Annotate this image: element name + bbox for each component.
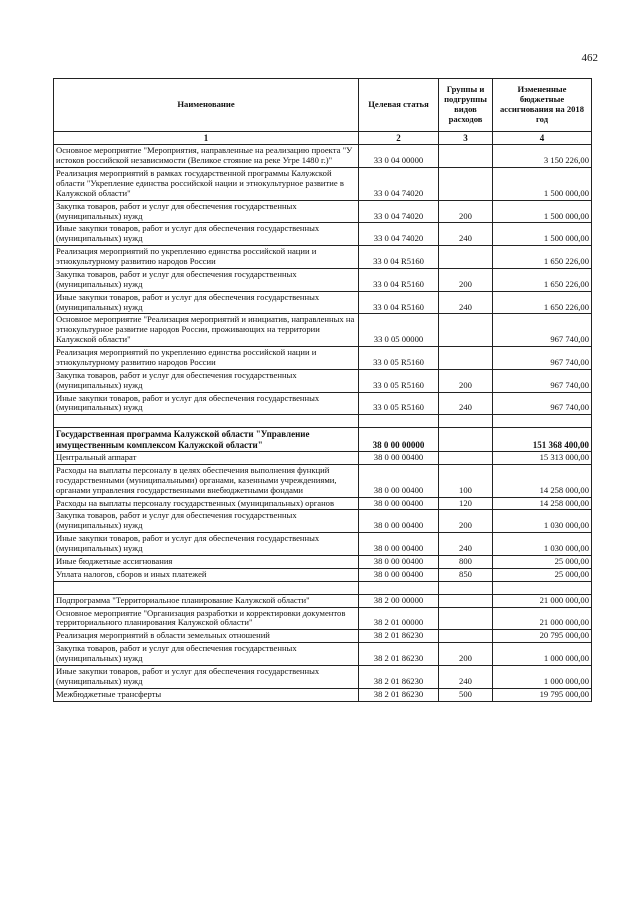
spacer-cell [359, 415, 439, 428]
sum-cell: 25 000,00 [493, 555, 592, 568]
header-sum: Измененные бюджетные ассигнования на 2018 год [493, 79, 592, 132]
type-cell [439, 452, 493, 465]
table-row [54, 168, 592, 201]
type-cell: 200 [439, 200, 493, 223]
table-row [54, 452, 592, 465]
code-cell: 33 0 04 R5160 [359, 268, 439, 291]
type-cell [439, 145, 493, 168]
table-row [54, 246, 592, 269]
sum-cell: 1 650 226,00 [493, 291, 592, 314]
code-cell: 38 2 01 86230 [359, 643, 439, 666]
code-cell: 33 0 04 R5160 [359, 246, 439, 269]
sum-cell: 1 500 000,00 [493, 223, 592, 246]
code-cell: 38 2 00 00000 [359, 594, 439, 607]
name-cell: Иные закупки товаров, работ и услуг для обеспечения государственных (муниципальных) нужд [54, 533, 359, 556]
type-cell: 200 [439, 510, 493, 533]
type-cell [439, 168, 493, 201]
table-row [54, 369, 592, 392]
sum-cell: 1 500 000,00 [493, 200, 592, 223]
name-cell: Иные бюджетные ассигнования [54, 555, 359, 568]
type-cell: 200 [439, 643, 493, 666]
header-name: Наименование [54, 79, 359, 132]
table-row [54, 594, 592, 607]
spacer-cell [439, 581, 493, 594]
type-cell [439, 314, 493, 347]
code-cell: 33 0 04 74020 [359, 223, 439, 246]
table-row [54, 555, 592, 568]
table-row [54, 145, 592, 168]
type-cell: 240 [439, 223, 493, 246]
code-cell: 38 0 00 00400 [359, 510, 439, 533]
spacer-cell [493, 415, 592, 428]
sum-cell: 15 313 000,00 [493, 452, 592, 465]
sum-cell: 14 258 000,00 [493, 497, 592, 510]
code-cell: 38 0 00 00400 [359, 568, 439, 581]
table-row [54, 643, 592, 666]
sum-cell: 19 795 000,00 [493, 688, 592, 701]
spacer-cell [359, 581, 439, 594]
code-cell: 38 0 00 00400 [359, 555, 439, 568]
column-number: 3 [439, 132, 493, 145]
name-cell: Закупка товаров, работ и услуг для обеспечения государственных (муниципальных) нужд [54, 643, 359, 666]
table-row [54, 428, 592, 452]
name-cell: Реализация мероприятий по укреплению единства российской нации и этнокультурному развитию народов России [54, 347, 359, 370]
name-cell: Уплата налогов, сборов и иных платежей [54, 568, 359, 581]
sum-cell: 967 740,00 [493, 369, 592, 392]
sum-cell: 14 258 000,00 [493, 464, 592, 497]
name-cell: Основное мероприятие "Мероприятия, направленные на реализацию проекта "У истоков российской независимости (Великое стояние на реке Угре 1480 г.)" [54, 145, 359, 168]
table-body [54, 145, 592, 701]
table-row [54, 464, 592, 497]
name-cell: Основное мероприятие "Организация разработки и корректировки документов территориального планирования Калужской области" [54, 607, 359, 630]
type-cell: 100 [439, 464, 493, 497]
table-row [54, 510, 592, 533]
type-cell: 500 [439, 688, 493, 701]
page-number: 462 [581, 52, 598, 64]
code-cell: 33 0 05 00000 [359, 314, 439, 347]
type-cell: 240 [439, 665, 493, 688]
table-header-row [54, 79, 592, 132]
code-cell: 33 0 04 74020 [359, 168, 439, 201]
code-cell: 38 0 00 00400 [359, 497, 439, 510]
table-row [54, 291, 592, 314]
table-row [54, 347, 592, 370]
spacer-row [54, 415, 592, 428]
name-cell: Центральный аппарат [54, 452, 359, 465]
name-cell: Закупка товаров, работ и услуг для обеспечения государственных (муниципальных) нужд [54, 200, 359, 223]
name-cell: Межбюджетные трансферты [54, 688, 359, 701]
type-cell [439, 607, 493, 630]
sum-cell: 21 000 000,00 [493, 594, 592, 607]
type-cell: 850 [439, 568, 493, 581]
name-cell: Расходы на выплаты персоналу государственных (муниципальных) органов [54, 497, 359, 510]
code-cell: 38 0 00 00400 [359, 464, 439, 497]
type-cell [439, 594, 493, 607]
table-row [54, 314, 592, 347]
type-cell: 800 [439, 555, 493, 568]
type-cell: 240 [439, 291, 493, 314]
sum-cell: 1 650 226,00 [493, 246, 592, 269]
code-cell: 38 2 01 00000 [359, 607, 439, 630]
spacer-row [54, 581, 592, 594]
sum-cell: 967 740,00 [493, 347, 592, 370]
header-code: Целевая статья [359, 79, 439, 132]
table-row [54, 392, 592, 415]
type-cell [439, 246, 493, 269]
sum-cell: 1 000 000,00 [493, 643, 592, 666]
name-cell: Иные закупки товаров, работ и услуг для обеспечения государственных (муниципальных) нужд [54, 392, 359, 415]
sum-cell: 1 030 000,00 [493, 510, 592, 533]
name-cell: Расходы на выплаты персоналу в целях обеспечения выполнения функций государственными (муниципальными) органами, казенными учреждениями, органами управления государственными внебюджетными фондами [54, 464, 359, 497]
type-cell: 120 [439, 497, 493, 510]
budget-table [53, 78, 592, 702]
name-cell: Подпрограмма "Территориальное планирование Калужской области" [54, 594, 359, 607]
table-row [54, 223, 592, 246]
spacer-cell [54, 415, 359, 428]
type-cell: 240 [439, 533, 493, 556]
name-cell: Иные закупки товаров, работ и услуг для обеспечения государственных (муниципальных) нужд [54, 291, 359, 314]
sum-cell: 1 000 000,00 [493, 665, 592, 688]
sum-cell: 25 000,00 [493, 568, 592, 581]
sum-cell: 967 740,00 [493, 392, 592, 415]
code-cell: 38 0 00 00400 [359, 452, 439, 465]
type-cell [439, 630, 493, 643]
table-row [54, 688, 592, 701]
sum-cell: 1 500 000,00 [493, 168, 592, 201]
table-row [54, 497, 592, 510]
code-cell: 33 0 04 R5160 [359, 291, 439, 314]
type-cell: 200 [439, 369, 493, 392]
table-row [54, 665, 592, 688]
type-cell [439, 428, 493, 452]
code-cell: 38 0 00 00000 [359, 428, 439, 452]
code-cell: 33 0 05 R5160 [359, 347, 439, 370]
name-cell: Реализация мероприятий в области земельных отношений [54, 630, 359, 643]
sum-cell: 1 650 226,00 [493, 268, 592, 291]
table-row [54, 568, 592, 581]
name-cell: Иные закупки товаров, работ и услуг для обеспечения государственных (муниципальных) нужд [54, 223, 359, 246]
spacer-cell [493, 581, 592, 594]
name-cell: Закупка товаров, работ и услуг для обеспечения государственных (муниципальных) нужд [54, 369, 359, 392]
name-cell: Основное мероприятие "Реализация мероприятий и инициатив, направленных на этнокультурное развитие народов России, проживающих на территории Калужской области" [54, 314, 359, 347]
code-cell: 33 0 04 74020 [359, 200, 439, 223]
header-type: Группы и подгруппы видов расходов [439, 79, 493, 132]
type-cell: 200 [439, 268, 493, 291]
code-cell: 38 2 01 86230 [359, 630, 439, 643]
type-cell: 240 [439, 392, 493, 415]
table-row [54, 533, 592, 556]
type-cell [439, 347, 493, 370]
name-cell: Закупка товаров, работ и услуг для обеспечения государственных (муниципальных) нужд [54, 510, 359, 533]
code-cell: 33 0 04 00000 [359, 145, 439, 168]
table-row [54, 268, 592, 291]
name-cell: Иные закупки товаров, работ и услуг для обеспечения государственных (муниципальных) нужд [54, 665, 359, 688]
spacer-cell [54, 581, 359, 594]
sum-cell: 3 150 226,00 [493, 145, 592, 168]
column-number: 2 [359, 132, 439, 145]
table-row [54, 607, 592, 630]
sum-cell: 21 000 000,00 [493, 607, 592, 630]
name-cell: Закупка товаров, работ и услуг для обеспечения государственных (муниципальных) нужд [54, 268, 359, 291]
code-cell: 38 2 01 86230 [359, 665, 439, 688]
column-number: 4 [493, 132, 592, 145]
sum-cell: 1 030 000,00 [493, 533, 592, 556]
name-cell: Реализация мероприятий в рамках государственной программы Калужской области "Укрепление единства российской нации и этнокультурное развитие в Калужской области" [54, 168, 359, 201]
spacer-cell [439, 415, 493, 428]
sum-cell: 20 795 000,00 [493, 630, 592, 643]
code-cell: 38 0 00 00400 [359, 533, 439, 556]
code-cell: 33 0 05 R5160 [359, 369, 439, 392]
name-cell: Реализация мероприятий по укреплению единства российской нации и этнокультурному развитию народов России [54, 246, 359, 269]
column-number-row [54, 132, 592, 145]
table-row [54, 630, 592, 643]
sum-cell: 151 368 400,00 [493, 428, 592, 452]
code-cell: 33 0 05 R5160 [359, 392, 439, 415]
name-cell: Государственная программа Калужской области "Управление имущественным комплексом Калужской области" [54, 428, 359, 452]
code-cell: 38 2 01 86230 [359, 688, 439, 701]
sum-cell: 967 740,00 [493, 314, 592, 347]
column-number: 1 [54, 132, 359, 145]
table-row [54, 200, 592, 223]
